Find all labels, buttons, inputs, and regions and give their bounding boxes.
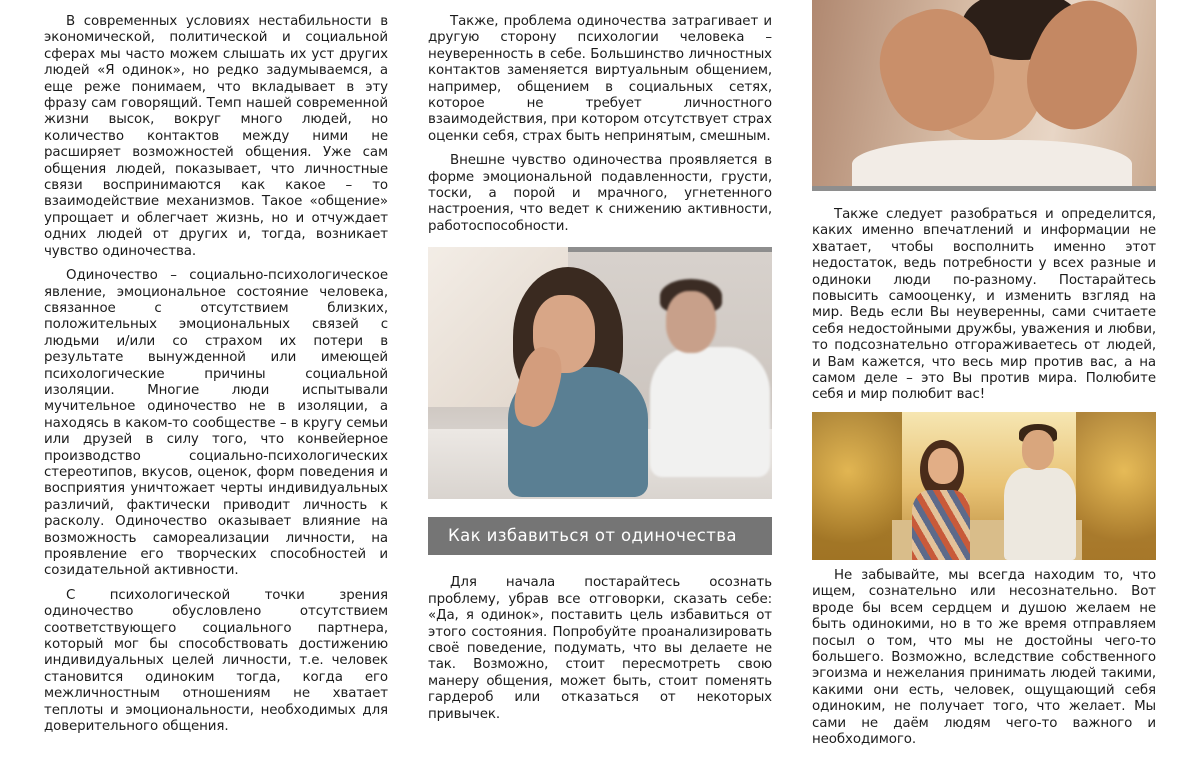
column-1 (44, 14, 388, 743)
paragraph: Для начала постарайтесь осознать проблему, убрав все отговорки, сказать себе: «Да, я одинок», поставить цель избавиться от этого состояния. Попробуйте проанализировать своё поведение, подумать, что вы делаете не так. Возможно, стоит пересмотреть свою манеру общения, может быть, стоит поменять гардероб или отказаться от некоторых привычек. (428, 575, 772, 722)
section-heading: Как избавиться от одиночества (428, 517, 772, 555)
paragraph: Не забывайте, мы всегда находим то, что ищем, сознательно или несознательно. Вот вроде бы всем сердцем и душою желаем не быть одинокими, но в то же время отправляем посыл о том, что мы не достойны чего-то большего. Возможно, вследствие собственного эгоизма и нежелания принимать людей такими, какими они есть, человек, ощущающий себя одиноким, не получает того, что желает. Мы сами не даём людям чего-то важного и необходимого. (812, 567, 1156, 747)
column-3 (812, 0, 1156, 756)
paragraph: В современных условиях нестабильности в экономической, политической и социальной сферах мы часто можем слышать их уст других людей «Я одинок», но редко задумываемся, а еще реже понимаем, что вкладывает в эту фразу сам говорящий. Темп нашей современной жизни высок, вокруг много людей, но количество контактов между ними не расширяет возможностей общения. Уже сам общения людей, показывает, что личностные связи воспринимаются как какое – то взаимодействие механизмов. Такое «общение» упрощает и облегчает жизнь, но и отчуждает одних людей от других и, тогда, возникает чувство одиночества. (44, 14, 388, 259)
paragraph: Внешне чувство одиночества проявляется в форме эмоциональной подавленности, грусти, тоски, а порой и мрачного, угнетенного настроения, что ведет к снижению активности, работоспособности. (428, 153, 772, 234)
sad-couple-photo (428, 247, 772, 499)
paragraph: С психологической точки зрения одиночество обусловлено отсутствием соответствующего социального партнера, который мог бы способствовать достижению индивидуальных целей личности, т.е. человек становится одиноким тогда, когда его межличностным отношениям не хватает теплоты и эмоциональности, необходимых для доверительного общения. (44, 587, 388, 735)
paragraph: Одиночество – социально-психологическое явление, эмоциональное состояние человека, связанное с отсутствием близких, положительных эмоциональных связей с людьми и/или со страхом их потери в результате вынужденной или имеющей психологические причины социальной изоляции. Многие люди испытывали мучительное одиночество не в изоляции, а находясь в каком-то сообществе – в кругу семьи или друзей в силу того, что конвейерное производство социально-психологических стереотипов, вкусов, оценок, форм поведения и восприятия уничтожает черты индивидуальных различий, фактически приводит личность к расколу. Одиночество оказывает влияние на возможность самореализации личности, на проявление его творческих способностей и созидательной активности. (44, 268, 388, 579)
column-2 (428, 14, 772, 731)
happy-couple-photo (812, 412, 1156, 560)
stressed-man-photo (812, 0, 1156, 191)
paragraph: Также следует разобраться и определится, каких именно впечатлений и информации не хватает, чтобы восполнить именно этот недостаток, ведь потребности у всех разные и одиноки люди по-разному. Постарайтесь повысить самооценку, и изменить взгляд на мир. Ведь если Вы неуверенны, сами считаете себя недостойными дружбы, уважения и любви, то подсознательно отгораживаетесь от людей, и Вам кажется, что весь мир против вас, а на самом деле – это Вы против мира. Полюбите себя и мир полюбит вас! (812, 207, 1156, 403)
paragraph: Также, проблема одиночества затрагивает и другую сторону психологии человека – неуверенность в себе. Большинство личностных контактов заменяется виртуальным общением, например, общением в социальных сетях, которое не требует личностного взаимодействия, при котором отсутствует страх оценки себя, страх быть непринятым, смешным. (428, 14, 772, 144)
